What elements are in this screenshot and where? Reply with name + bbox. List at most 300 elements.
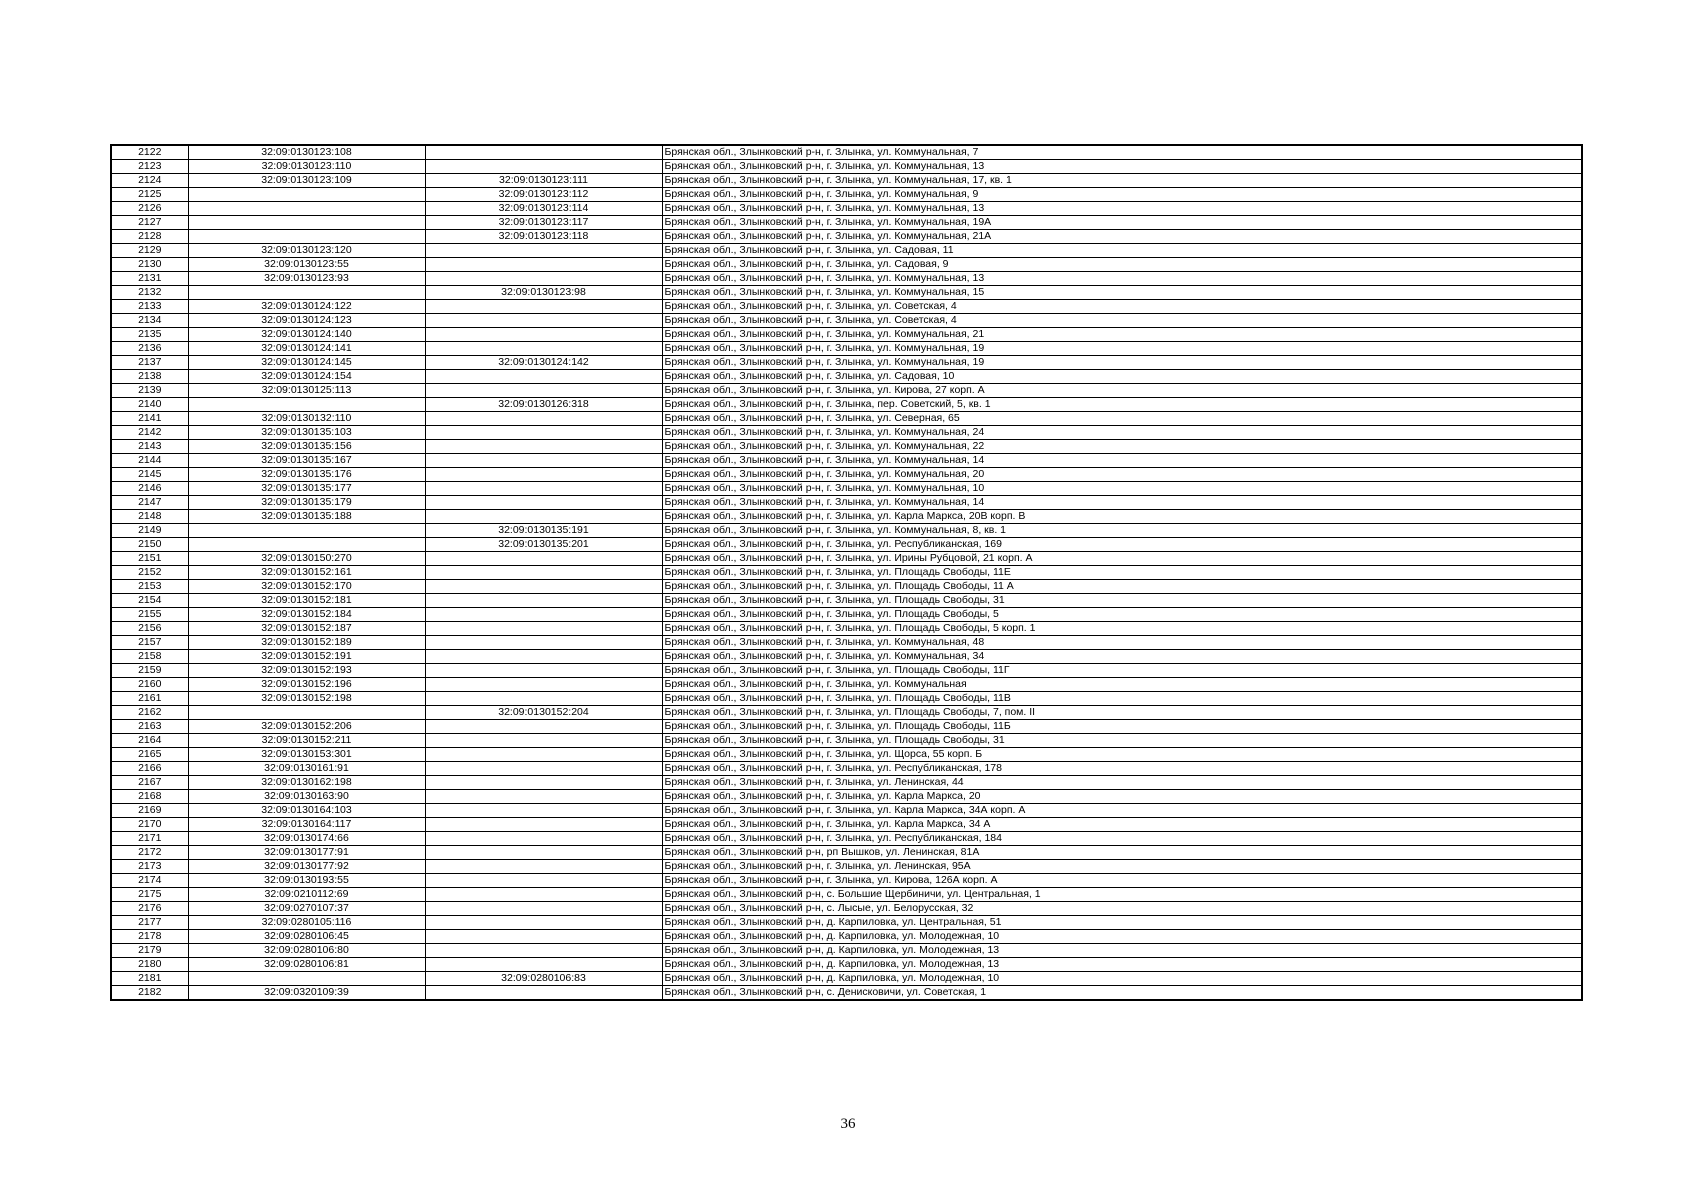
table-row	[111, 272, 1582, 286]
row-number-cell: 2127	[111, 216, 188, 230]
related-cadastral-number-cell: 32:09:0130135:201	[425, 538, 662, 552]
table-row	[111, 552, 1582, 566]
row-number-cell: 2140	[111, 398, 188, 412]
cadastral-number-cell: 32:09:0130162:198	[188, 776, 425, 790]
cadastral-number-cell: 32:09:0130177:91	[188, 846, 425, 860]
related-cadastral-number-cell	[425, 790, 662, 804]
row-number-cell: 2181	[111, 972, 188, 986]
address-cell: Брянская обл., Злынковский р-н, г. Злынка, ул. Кирова, 126А корп. А	[662, 874, 1582, 888]
row-number-cell: 2147	[111, 496, 188, 510]
related-cadastral-number-cell	[425, 818, 662, 832]
table-row	[111, 748, 1582, 762]
cadastral-number-cell: 32:09:0130152:198	[188, 692, 425, 706]
cadastral-number-cell: 32:09:0130152:161	[188, 566, 425, 580]
related-cadastral-number-cell	[425, 384, 662, 398]
table-row	[111, 468, 1582, 482]
related-cadastral-number-cell: 32:09:0280106:83	[425, 972, 662, 986]
related-cadastral-number-cell	[425, 664, 662, 678]
address-cell: Брянская обл., Злынковский р-н, г. Злынка, ул. Коммунальная	[662, 678, 1582, 692]
cadastral-number-cell	[188, 202, 425, 216]
related-cadastral-number-cell	[425, 160, 662, 174]
related-cadastral-number-cell	[425, 258, 662, 272]
address-cell: Брянская обл., Злынковский р-н, г. Злынка, ул. Площадь Свободы, 11Е	[662, 566, 1582, 580]
table-row	[111, 538, 1582, 552]
row-number-cell: 2134	[111, 314, 188, 328]
row-number-cell: 2131	[111, 272, 188, 286]
cadastral-number-cell: 32:09:0130152:206	[188, 720, 425, 734]
cadastral-number-cell: 32:09:0130153:301	[188, 748, 425, 762]
related-cadastral-number-cell: 32:09:0130123:114	[425, 202, 662, 216]
related-cadastral-number-cell	[425, 902, 662, 916]
related-cadastral-number-cell	[425, 930, 662, 944]
related-cadastral-number-cell	[425, 468, 662, 482]
cadastral-number-cell: 32:09:0130161:91	[188, 762, 425, 776]
table-row	[111, 720, 1582, 734]
address-cell: Брянская обл., Злынковский р-н, г. Злынка, ул. Республиканская, 178	[662, 762, 1582, 776]
address-cell: Брянская обл., Злынковский р-н, г. Злынка, ул. Карла Маркса, 34 А	[662, 818, 1582, 832]
address-cell: Брянская обл., Злынковский р-н, г. Злынка, ул. Коммунальная, 13	[662, 160, 1582, 174]
row-number-cell: 2129	[111, 244, 188, 258]
related-cadastral-number-cell: 32:09:0130123:117	[425, 216, 662, 230]
table-row	[111, 160, 1582, 174]
cadastral-number-cell	[188, 972, 425, 986]
related-cadastral-number-cell: 32:09:0130124:142	[425, 356, 662, 370]
cadastral-number-cell: 32:09:0130124:140	[188, 328, 425, 342]
related-cadastral-number-cell	[425, 692, 662, 706]
table-row	[111, 818, 1582, 832]
related-cadastral-number-cell	[425, 622, 662, 636]
cadastral-number-cell: 32:09:0130135:188	[188, 510, 425, 524]
related-cadastral-number-cell	[425, 734, 662, 748]
row-number-cell: 2178	[111, 930, 188, 944]
address-cell: Брянская обл., Злынковский р-н, г. Злынка, ул. Коммунальная, 7	[662, 145, 1582, 160]
row-number-cell: 2159	[111, 664, 188, 678]
row-number-cell: 2136	[111, 342, 188, 356]
row-number-cell: 2130	[111, 258, 188, 272]
related-cadastral-number-cell	[425, 300, 662, 314]
related-cadastral-number-cell	[425, 776, 662, 790]
table-row	[111, 145, 1582, 160]
table-row	[111, 230, 1582, 244]
cadastral-number-cell	[188, 706, 425, 720]
cadastral-number-cell: 32:09:0130135:167	[188, 454, 425, 468]
address-cell: Брянская обл., Злынковский р-н, д. Карпиловка, ул. Молодежная, 13	[662, 944, 1582, 958]
cadastral-number-cell: 32:09:0130152:211	[188, 734, 425, 748]
cadastral-number-cell: 32:09:0130164:117	[188, 818, 425, 832]
related-cadastral-number-cell	[425, 440, 662, 454]
row-number-cell: 2146	[111, 482, 188, 496]
address-cell: Брянская обл., Злынковский р-н, г. Злынка, ул. Коммунальная, 14	[662, 454, 1582, 468]
cadastral-number-cell: 32:09:0130124:154	[188, 370, 425, 384]
row-number-cell: 2180	[111, 958, 188, 972]
cadastral-number-cell: 32:09:0130123:93	[188, 272, 425, 286]
address-cell: Брянская обл., Злынковский р-н, г. Злынка, ул. Коммунальная, 20	[662, 468, 1582, 482]
cadastral-number-cell: 32:09:0130123:120	[188, 244, 425, 258]
cadastral-number-cell: 32:09:0130177:92	[188, 860, 425, 874]
table-row	[111, 482, 1582, 496]
related-cadastral-number-cell: 32:09:0130123:98	[425, 286, 662, 300]
table-row	[111, 916, 1582, 930]
cadastral-number-cell: 32:09:0130152:187	[188, 622, 425, 636]
cadastral-number-cell: 32:09:0280105:116	[188, 916, 425, 930]
row-number-cell: 2182	[111, 986, 188, 1001]
related-cadastral-number-cell	[425, 342, 662, 356]
row-number-cell: 2161	[111, 692, 188, 706]
row-number-cell: 2132	[111, 286, 188, 300]
cadastral-number-cell: 32:09:0130132:110	[188, 412, 425, 426]
cadastral-number-cell: 32:09:0130193:55	[188, 874, 425, 888]
table-row	[111, 636, 1582, 650]
related-cadastral-number-cell	[425, 762, 662, 776]
cadastral-number-cell: 32:09:0130123:55	[188, 258, 425, 272]
address-cell: Брянская обл., Злынковский р-н, г. Злынка, ул. Площадь Свободы, 11 А	[662, 580, 1582, 594]
row-number-cell: 2141	[111, 412, 188, 426]
related-cadastral-number-cell	[425, 888, 662, 902]
row-number-cell: 2166	[111, 762, 188, 776]
cadastral-number-cell: 32:09:0130123:109	[188, 174, 425, 188]
address-cell: Брянская обл., Злынковский р-н, г. Злынка, ул. Коммунальная, 34	[662, 650, 1582, 664]
address-cell: Брянская обл., Злынковский р-н, г. Злынка, ул. Коммунальная, 21А	[662, 230, 1582, 244]
row-number-cell: 2152	[111, 566, 188, 580]
table-row	[111, 958, 1582, 972]
address-cell: Брянская обл., Злынковский р-н, г. Злынка, ул. Коммунальная, 24	[662, 426, 1582, 440]
table-row	[111, 314, 1582, 328]
table-row	[111, 174, 1582, 188]
row-number-cell: 2122	[111, 145, 188, 160]
table-row	[111, 622, 1582, 636]
address-cell: Брянская обл., Злынковский р-н, д. Карпиловка, ул. Центральная, 51	[662, 916, 1582, 930]
cadastral-number-cell: 32:09:0130152:193	[188, 664, 425, 678]
row-number-cell: 2145	[111, 468, 188, 482]
table-row	[111, 286, 1582, 300]
address-cell: Брянская обл., Злынковский р-н, г. Злынка, ул. Коммунальная, 48	[662, 636, 1582, 650]
row-number-cell: 2149	[111, 524, 188, 538]
related-cadastral-number-cell	[425, 566, 662, 580]
cadastral-number-cell	[188, 524, 425, 538]
row-number-cell: 2125	[111, 188, 188, 202]
cadastral-number-cell: 32:09:0130164:103	[188, 804, 425, 818]
address-cell: Брянская обл., Злынковский р-н, с. Денисковичи, ул. Советская, 1	[662, 986, 1582, 1001]
related-cadastral-number-cell	[425, 412, 662, 426]
cadastral-number-cell: 32:09:0280106:81	[188, 958, 425, 972]
cadastral-number-cell: 32:09:0130152:181	[188, 594, 425, 608]
related-cadastral-number-cell	[425, 944, 662, 958]
table-row	[111, 594, 1582, 608]
address-cell: Брянская обл., Злынковский р-н, г. Злынка, ул. Ирины Рубцовой, 21 корп. А	[662, 552, 1582, 566]
cadastral-number-cell: 32:09:0130124:141	[188, 342, 425, 356]
address-cell: Брянская обл., Злынковский р-н, д. Карпиловка, ул. Молодежная, 10	[662, 930, 1582, 944]
related-cadastral-number-cell: 32:09:0130123:111	[425, 174, 662, 188]
related-cadastral-number-cell	[425, 832, 662, 846]
cadastral-number-cell: 32:09:0210112:69	[188, 888, 425, 902]
cadastral-number-cell: 32:09:0130152:189	[188, 636, 425, 650]
table-row	[111, 972, 1582, 986]
cadastral-number-cell	[188, 538, 425, 552]
row-number-cell: 2153	[111, 580, 188, 594]
table-row	[111, 762, 1582, 776]
table-row	[111, 888, 1582, 902]
related-cadastral-number-cell	[425, 370, 662, 384]
address-cell: Брянская обл., Злынковский р-н, г. Злынка, ул. Северная, 65	[662, 412, 1582, 426]
table-row	[111, 846, 1582, 860]
row-number-cell: 2170	[111, 818, 188, 832]
row-number-cell: 2139	[111, 384, 188, 398]
address-cell: Брянская обл., Злынковский р-н, д. Карпиловка, ул. Молодежная, 13	[662, 958, 1582, 972]
row-number-cell: 2133	[111, 300, 188, 314]
row-number-cell: 2144	[111, 454, 188, 468]
row-number-cell: 2138	[111, 370, 188, 384]
address-cell: Брянская обл., Злынковский р-н, с. Большие Щербиничи, ул. Центральная, 1	[662, 888, 1582, 902]
related-cadastral-number-cell	[425, 748, 662, 762]
related-cadastral-number-cell	[425, 145, 662, 160]
address-cell: Брянская обл., Злынковский р-н, г. Злынка, ул. Коммунальная, 9	[662, 188, 1582, 202]
related-cadastral-number-cell	[425, 272, 662, 286]
cadastral-number-cell: 32:09:0130135:177	[188, 482, 425, 496]
address-cell: Брянская обл., Злынковский р-н, г. Злынка, ул. Республиканская, 184	[662, 832, 1582, 846]
table-row	[111, 258, 1582, 272]
row-number-cell: 2155	[111, 608, 188, 622]
cadastral-number-cell: 32:09:0130135:176	[188, 468, 425, 482]
related-cadastral-number-cell	[425, 874, 662, 888]
address-cell: Брянская обл., Злынковский р-н, г. Злынка, ул. Коммунальная, 17, кв. 1	[662, 174, 1582, 188]
address-cell: Брянская обл., Злынковский р-н, г. Злынка, ул. Республиканская, 169	[662, 538, 1582, 552]
row-number-cell: 2171	[111, 832, 188, 846]
related-cadastral-number-cell	[425, 846, 662, 860]
row-number-cell: 2176	[111, 902, 188, 916]
row-number-cell: 2157	[111, 636, 188, 650]
related-cadastral-number-cell	[425, 636, 662, 650]
table-row	[111, 678, 1582, 692]
related-cadastral-number-cell	[425, 720, 662, 734]
table-row	[111, 804, 1582, 818]
cadastral-number-cell: 32:09:0130152:170	[188, 580, 425, 594]
address-cell: Брянская обл., Злынковский р-н, г. Злынка, ул. Площадь Свободы, 7, пом. II	[662, 706, 1582, 720]
table-row	[111, 664, 1582, 678]
address-cell: Брянская обл., Злынковский р-н, г. Злынка, ул. Карла Маркса, 20В корп. В	[662, 510, 1582, 524]
row-number-cell: 2156	[111, 622, 188, 636]
cadastral-number-cell: 32:09:0130135:103	[188, 426, 425, 440]
table-row	[111, 874, 1582, 888]
related-cadastral-number-cell	[425, 804, 662, 818]
related-cadastral-number-cell	[425, 678, 662, 692]
related-cadastral-number-cell	[425, 650, 662, 664]
table-row	[111, 426, 1582, 440]
row-number-cell: 2169	[111, 804, 188, 818]
table-row	[111, 454, 1582, 468]
related-cadastral-number-cell	[425, 552, 662, 566]
related-cadastral-number-cell	[425, 454, 662, 468]
table-row	[111, 496, 1582, 510]
address-cell: Брянская обл., Злынковский р-н, г. Злынка, ул. Коммунальная, 10	[662, 482, 1582, 496]
related-cadastral-number-cell: 32:09:0130123:118	[425, 230, 662, 244]
row-number-cell: 2164	[111, 734, 188, 748]
address-cell: Брянская обл., Злынковский р-н, г. Злынка, ул. Площадь Свободы, 31	[662, 734, 1582, 748]
cadastral-number-cell: 32:09:0130124:123	[188, 314, 425, 328]
table-row	[111, 384, 1582, 398]
row-number-cell: 2126	[111, 202, 188, 216]
address-cell: Брянская обл., Злынковский р-н, г. Злынка, ул. Кирова, 27 корп. А	[662, 384, 1582, 398]
address-cell: Брянская обл., Злынковский р-н, г. Злынка, ул. Ленинская, 95А	[662, 860, 1582, 874]
row-number-cell: 2175	[111, 888, 188, 902]
related-cadastral-number-cell	[425, 244, 662, 258]
cadastral-number-cell: 32:09:0130163:90	[188, 790, 425, 804]
table-row	[111, 902, 1582, 916]
related-cadastral-number-cell	[425, 608, 662, 622]
related-cadastral-number-cell: 32:09:0130135:191	[425, 524, 662, 538]
cadastral-number-cell	[188, 398, 425, 412]
cadastral-number-cell: 32:09:0130123:110	[188, 160, 425, 174]
table-row	[111, 370, 1582, 384]
table-row	[111, 300, 1582, 314]
address-cell: Брянская обл., Злынковский р-н, г. Злынка, ул. Коммунальная, 13	[662, 272, 1582, 286]
row-number-cell: 2179	[111, 944, 188, 958]
row-number-cell: 2154	[111, 594, 188, 608]
address-cell: Брянская обл., Злынковский р-н, г. Злынка, ул. Коммунальная, 19	[662, 356, 1582, 370]
cadastral-number-cell	[188, 216, 425, 230]
address-cell: Брянская обл., Злынковский р-н, г. Злынка, ул. Коммунальная, 14	[662, 496, 1582, 510]
table-row	[111, 244, 1582, 258]
address-cell: Брянская обл., Злынковский р-н, д. Карпиловка, ул. Молодежная, 10	[662, 972, 1582, 986]
related-cadastral-number-cell	[425, 958, 662, 972]
related-cadastral-number-cell	[425, 314, 662, 328]
row-number-cell: 2150	[111, 538, 188, 552]
row-number-cell: 2172	[111, 846, 188, 860]
address-cell: Брянская обл., Злынковский р-н, г. Злынка, ул. Площадь Свободы, 11В	[662, 692, 1582, 706]
address-cell: Брянская обл., Злынковский р-н, г. Злынка, ул. Садовая, 11	[662, 244, 1582, 258]
row-number-cell: 2158	[111, 650, 188, 664]
table-row	[111, 650, 1582, 664]
address-cell: Брянская обл., Злынковский р-н, г. Злынка, ул. Коммунальная, 15	[662, 286, 1582, 300]
row-number-cell: 2163	[111, 720, 188, 734]
address-cell: Брянская обл., Злынковский р-н, г. Злынка, ул. Коммунальная, 13	[662, 202, 1582, 216]
related-cadastral-number-cell	[425, 328, 662, 342]
address-cell: Брянская обл., Злынковский р-н, с. Лысые, ул. Белорусская, 32	[662, 902, 1582, 916]
table-row	[111, 398, 1582, 412]
row-number-cell: 2165	[111, 748, 188, 762]
address-cell: Брянская обл., Злынковский р-н, рп Вышков, ул. Ленинская, 81А	[662, 846, 1582, 860]
table-row	[111, 832, 1582, 846]
table-row	[111, 328, 1582, 342]
table-row	[111, 356, 1582, 370]
related-cadastral-number-cell	[425, 860, 662, 874]
cadastral-number-cell	[188, 188, 425, 202]
table-row	[111, 860, 1582, 874]
address-cell: Брянская обл., Злынковский р-н, г. Злынка, ул. Советская, 4	[662, 300, 1582, 314]
cadastral-number-cell: 32:09:0320109:39	[188, 986, 425, 1001]
row-number-cell: 2124	[111, 174, 188, 188]
address-cell: Брянская обл., Злынковский р-н, г. Злынка, ул. Карла Маркса, 20	[662, 790, 1582, 804]
address-cell: Брянская обл., Злынковский р-н, г. Злынка, ул. Площадь Свободы, 31	[662, 594, 1582, 608]
row-number-cell: 2162	[111, 706, 188, 720]
address-cell: Брянская обл., Злынковский р-н, г. Злынка, ул. Советская, 4	[662, 314, 1582, 328]
address-cell: Брянская обл., Злынковский р-н, г. Злынка, ул. Садовая, 9	[662, 258, 1582, 272]
table-row	[111, 342, 1582, 356]
related-cadastral-number-cell	[425, 510, 662, 524]
address-cell: Брянская обл., Злынковский р-н, г. Злынка, ул. Щорса, 55 корп. Б	[662, 748, 1582, 762]
row-number-cell: 2142	[111, 426, 188, 440]
table-row	[111, 202, 1582, 216]
cadastral-number-cell: 32:09:0130123:108	[188, 145, 425, 160]
table-row	[111, 580, 1582, 594]
table-row	[111, 510, 1582, 524]
address-cell: Брянская обл., Злынковский р-н, г. Злынка, ул. Коммунальная, 8, кв. 1	[662, 524, 1582, 538]
cadastral-number-cell: 32:09:0270107:37	[188, 902, 425, 916]
related-cadastral-number-cell: 32:09:0130152:204	[425, 706, 662, 720]
cadastral-number-cell: 32:09:0130135:179	[188, 496, 425, 510]
related-cadastral-number-cell	[425, 594, 662, 608]
row-number-cell: 2151	[111, 552, 188, 566]
table-row	[111, 440, 1582, 454]
cadastral-number-cell: 32:09:0280106:45	[188, 930, 425, 944]
table-row	[111, 216, 1582, 230]
row-number-cell: 2168	[111, 790, 188, 804]
cadastral-number-cell: 32:09:0280106:80	[188, 944, 425, 958]
cadastral-number-cell: 32:09:0130150:270	[188, 552, 425, 566]
table-row	[111, 524, 1582, 538]
related-cadastral-number-cell	[425, 426, 662, 440]
table-row	[111, 566, 1582, 580]
address-cell: Брянская обл., Злынковский р-н, г. Злынка, ул. Площадь Свободы, 11Б	[662, 720, 1582, 734]
table-row	[111, 412, 1582, 426]
table-row	[111, 790, 1582, 804]
table-row	[111, 944, 1582, 958]
table-row	[111, 608, 1582, 622]
row-number-cell: 2160	[111, 678, 188, 692]
address-cell: Брянская обл., Злынковский р-н, г. Злынка, ул. Коммунальная, 19	[662, 342, 1582, 356]
address-cell: Брянская обл., Злынковский р-н, г. Злынка, ул. Площадь Свободы, 11Г	[662, 664, 1582, 678]
row-number-cell: 2143	[111, 440, 188, 454]
registry-table	[110, 144, 1583, 1001]
related-cadastral-number-cell	[425, 916, 662, 930]
table-row	[111, 776, 1582, 790]
address-cell: Брянская обл., Злынковский р-н, г. Злынка, ул. Коммунальная, 22	[662, 440, 1582, 454]
table-row	[111, 986, 1582, 1001]
row-number-cell: 2148	[111, 510, 188, 524]
row-number-cell: 2128	[111, 230, 188, 244]
row-number-cell: 2174	[111, 874, 188, 888]
table-row	[111, 692, 1582, 706]
cadastral-number-cell: 32:09:0130124:122	[188, 300, 425, 314]
table-row	[111, 734, 1582, 748]
table-row	[111, 188, 1582, 202]
cadastral-number-cell: 32:09:0130152:191	[188, 650, 425, 664]
cadastral-number-cell	[188, 286, 425, 300]
row-number-cell: 2135	[111, 328, 188, 342]
related-cadastral-number-cell	[425, 496, 662, 510]
table-row	[111, 706, 1582, 720]
address-cell: Брянская обл., Злынковский р-н, г. Злынка, ул. Коммунальная, 21	[662, 328, 1582, 342]
cadastral-number-cell: 32:09:0130152:184	[188, 608, 425, 622]
address-cell: Брянская обл., Злынковский р-н, г. Злынка, ул. Ленинская, 44	[662, 776, 1582, 790]
page-number: 36	[840, 1116, 856, 1132]
address-cell: Брянская обл., Злынковский р-н, г. Злынка, пер. Советский, 5, кв. 1	[662, 398, 1582, 412]
related-cadastral-number-cell	[425, 986, 662, 1001]
address-cell: Брянская обл., Злынковский р-н, г. Злынка, ул. Карла Маркса, 34А корп. А	[662, 804, 1582, 818]
row-number-cell: 2137	[111, 356, 188, 370]
address-cell: Брянская обл., Злынковский р-н, г. Злынка, ул. Площадь Свободы, 5	[662, 608, 1582, 622]
row-number-cell: 2173	[111, 860, 188, 874]
cadastral-number-cell	[188, 230, 425, 244]
cadastral-number-cell: 32:09:0130174:66	[188, 832, 425, 846]
cadastral-number-cell: 32:09:0130135:156	[188, 440, 425, 454]
related-cadastral-number-cell	[425, 580, 662, 594]
related-cadastral-number-cell	[425, 482, 662, 496]
row-number-cell: 2167	[111, 776, 188, 790]
address-cell: Брянская обл., Злынковский р-н, г. Злынка, ул. Площадь Свободы, 5 корп. 1	[662, 622, 1582, 636]
related-cadastral-number-cell: 32:09:0130123:112	[425, 188, 662, 202]
table-row	[111, 930, 1582, 944]
address-cell: Брянская обл., Злынковский р-н, г. Злынка, ул. Садовая, 10	[662, 370, 1582, 384]
